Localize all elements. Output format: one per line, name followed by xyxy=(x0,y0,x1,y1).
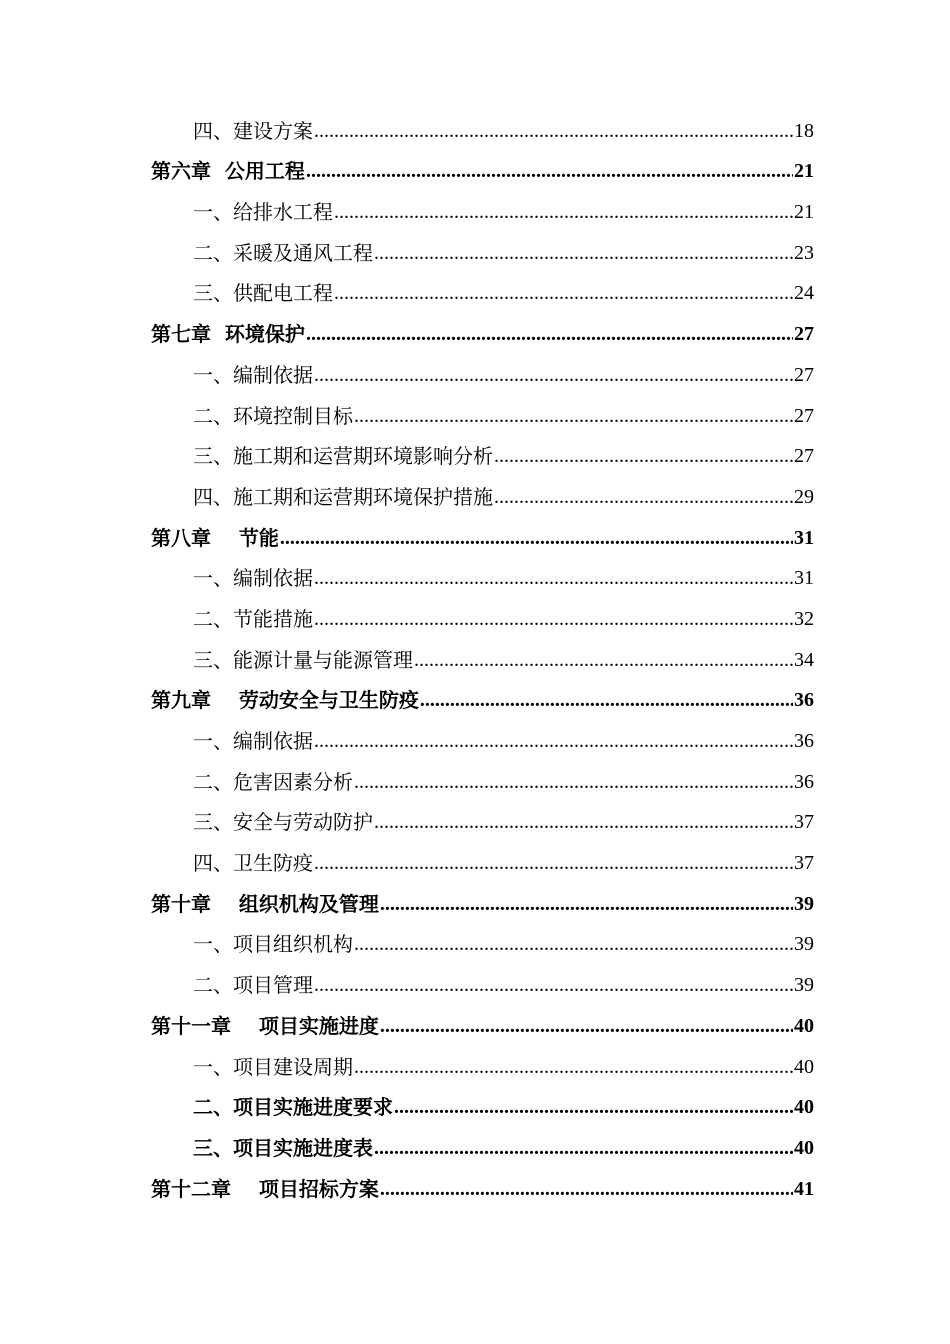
toc-entry-title: 二、项目管理 xyxy=(193,973,313,998)
toc-entry-title: 三、供配电工程 xyxy=(193,281,333,306)
toc-entry-title: 二、采暖及通风工程 xyxy=(193,240,373,265)
toc-page-number: 21 xyxy=(794,201,814,224)
toc-dot-leader xyxy=(314,599,793,639)
toc-section-entry[interactable] xyxy=(151,802,814,843)
toc-entry-title: 一、给排水工程 xyxy=(193,200,333,225)
toc-page-number: 18 xyxy=(794,119,814,142)
toc-entry-title: 一、项目组织机构 xyxy=(193,932,353,957)
toc-dot-leader xyxy=(494,436,793,476)
toc-page-number: 27 xyxy=(794,404,814,427)
toc-page-number: 36 xyxy=(794,730,814,752)
toc-chapter-entry[interactable] xyxy=(151,151,814,192)
toc-entry-title: 第十章 组织机构及管理 xyxy=(151,891,379,916)
toc-section-entry[interactable] xyxy=(151,232,814,273)
toc-entry-title: 第十一章 项目实施进度 xyxy=(151,1013,379,1038)
toc-entry-title: 四、建设方案 xyxy=(193,118,313,143)
toc-section-entry[interactable] xyxy=(151,191,814,232)
toc-section-entry[interactable] xyxy=(151,761,814,802)
toc-page-number: 36 xyxy=(794,689,814,712)
toc-page-number: 23 xyxy=(794,241,814,264)
toc-section-entry[interactable] xyxy=(151,476,814,517)
toc-dot-leader xyxy=(414,640,793,680)
toc-section-entry[interactable] xyxy=(151,1087,814,1128)
toc-entry-title: 二、节能措施 xyxy=(193,606,313,631)
toc-dot-leader xyxy=(280,518,793,558)
table-of-contents xyxy=(151,110,814,1209)
toc-dot-leader xyxy=(314,558,793,598)
toc-dot-leader xyxy=(380,1006,793,1046)
toc-entry-title: 二、环境控制目标 xyxy=(193,403,353,428)
toc-page-number: 39 xyxy=(794,933,814,956)
toc-entry-title: 三、项目实施进度表 xyxy=(193,1135,373,1160)
toc-section-entry[interactable] xyxy=(151,964,814,1005)
toc-page-number: 40 xyxy=(794,1136,814,1159)
toc-section-entry[interactable] xyxy=(151,273,814,314)
toc-entry-title: 一、编制依据 xyxy=(193,362,313,387)
toc-dot-leader xyxy=(494,477,793,517)
toc-chapter-entry[interactable] xyxy=(151,1168,814,1209)
toc-page-number: 31 xyxy=(794,567,814,590)
toc-section-entry[interactable] xyxy=(151,436,814,477)
toc-page-number: 37 xyxy=(794,852,814,875)
toc-entry-title: 一、编制依据 xyxy=(193,566,313,591)
toc-page-number: 24 xyxy=(794,282,814,305)
toc-page-number: 27 xyxy=(794,363,814,386)
toc-section-entry[interactable] xyxy=(151,558,814,599)
toc-dot-leader xyxy=(374,1128,793,1168)
toc-page-number: 27 xyxy=(794,445,814,468)
toc-page-number: 21 xyxy=(794,160,814,183)
toc-dot-leader xyxy=(380,1169,793,1209)
toc-section-entry[interactable] xyxy=(151,110,814,151)
toc-dot-leader xyxy=(314,355,793,395)
toc-dot-leader xyxy=(306,314,793,354)
toc-dot-leader xyxy=(380,884,793,924)
toc-section-entry[interactable] xyxy=(151,720,814,761)
toc-entry-title: 二、项目实施进度要求 xyxy=(193,1095,393,1120)
toc-entry-title: 第六章 公用工程 xyxy=(151,159,305,184)
toc-entry-title: 第八章 节能 xyxy=(151,525,279,550)
toc-dot-leader xyxy=(374,233,793,273)
toc-page-number: 37 xyxy=(794,811,814,834)
toc-entry-title: 第九章 劳动安全与卫生防疫 xyxy=(151,688,419,713)
toc-entry-title: 二、危害因素分析 xyxy=(193,769,353,794)
toc-section-entry[interactable] xyxy=(151,842,814,883)
toc-section-entry[interactable] xyxy=(151,395,814,436)
toc-chapter-entry[interactable] xyxy=(151,517,814,558)
toc-section-entry[interactable] xyxy=(151,1046,814,1087)
toc-dot-leader xyxy=(354,762,793,802)
toc-dot-leader xyxy=(334,273,793,313)
toc-entry-title: 三、能源计量与能源管理 xyxy=(193,647,413,672)
toc-dot-leader xyxy=(420,680,793,720)
toc-entry-title: 三、施工期和运营期环境影响分析 xyxy=(193,444,493,469)
toc-dot-leader xyxy=(354,924,793,964)
toc-page-number: 36 xyxy=(794,770,814,793)
toc-section-entry[interactable] xyxy=(151,1127,814,1168)
toc-dot-leader xyxy=(334,192,793,232)
toc-entry-title: 一、编制依据 xyxy=(193,729,313,753)
toc-chapter-entry[interactable] xyxy=(151,680,814,721)
toc-entry-title: 四、施工期和运营期环境保护措施 xyxy=(193,484,493,509)
toc-section-entry[interactable] xyxy=(151,639,814,680)
toc-chapter-entry[interactable] xyxy=(151,313,814,354)
toc-dot-leader xyxy=(374,802,793,842)
toc-entry-title: 第十二章 项目招标方案 xyxy=(151,1176,379,1201)
toc-page-number: 31 xyxy=(794,526,814,549)
toc-dot-leader xyxy=(314,721,793,761)
toc-section-entry[interactable] xyxy=(151,598,814,639)
toc-entry-title: 三、安全与劳动防护 xyxy=(193,810,373,835)
toc-page-number: 41 xyxy=(794,1177,814,1200)
toc-dot-leader xyxy=(354,396,793,436)
toc-page-number: 39 xyxy=(794,892,814,915)
toc-chapter-entry[interactable] xyxy=(151,1005,814,1046)
toc-entry-title: 四、卫生防疫 xyxy=(193,851,313,876)
toc-chapter-entry[interactable] xyxy=(151,883,814,924)
toc-page-number: 29 xyxy=(794,485,814,508)
toc-entry-title: 第七章 环境保护 xyxy=(151,322,305,347)
toc-page-number: 32 xyxy=(794,607,814,630)
toc-dot-leader xyxy=(354,1047,793,1087)
toc-page-number: 40 xyxy=(794,1055,814,1078)
toc-dot-leader xyxy=(314,843,793,883)
toc-page-number: 40 xyxy=(794,1014,814,1037)
toc-dot-leader xyxy=(314,965,793,1005)
toc-dot-leader xyxy=(314,111,793,151)
toc-page-number: 27 xyxy=(794,323,814,346)
toc-page-number: 40 xyxy=(794,1096,814,1119)
toc-page-number: 34 xyxy=(794,648,814,671)
toc-entry-title: 一、项目建设周期 xyxy=(193,1054,353,1079)
toc-section-entry[interactable] xyxy=(151,924,814,965)
toc-dot-leader xyxy=(394,1087,793,1127)
toc-section-entry[interactable] xyxy=(151,354,814,395)
toc-page-number: 39 xyxy=(794,974,814,997)
toc-dot-leader xyxy=(306,151,793,191)
